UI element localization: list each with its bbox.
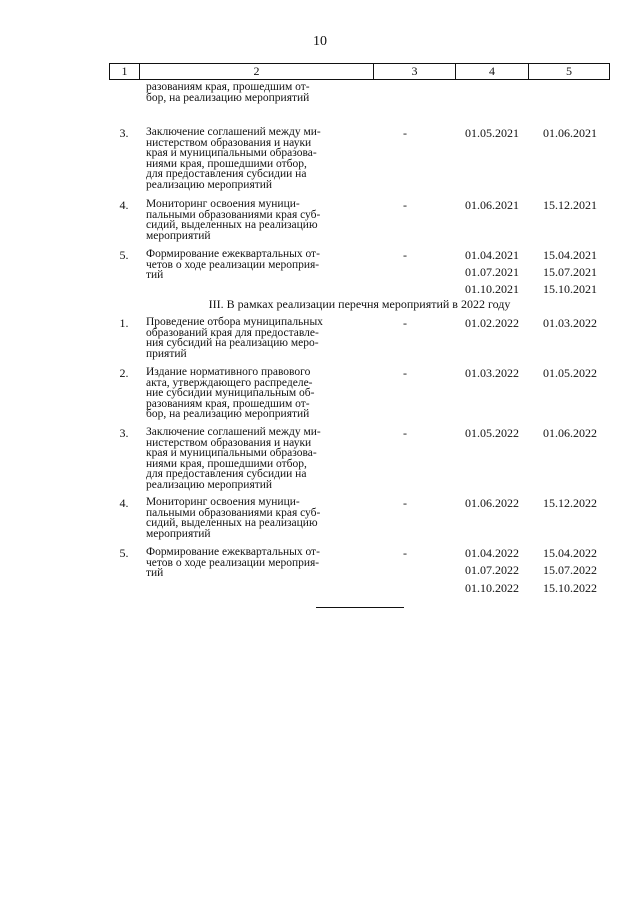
row-text: разованиям края, прошедшим от- бор, на реализацию мероприятий [146, 81, 310, 104]
row-end-date: 01.03.2022 [543, 316, 597, 330]
row-number: 3. [119, 426, 129, 440]
row-end-date: 01.06.2022 [543, 426, 597, 440]
row-col3: - [403, 496, 407, 510]
row-end-date: 15.12.2022 [543, 496, 597, 510]
row-number: 5. [119, 546, 129, 560]
row-number: 5. [119, 248, 129, 262]
row-start-date: 01.05.2021 [465, 126, 519, 140]
end-rule [316, 607, 404, 608]
table-header [109, 63, 610, 80]
row-number: 4. [119, 198, 129, 212]
row-number: 4. [119, 496, 129, 510]
header-col-2: 2 [140, 64, 374, 79]
row-text: Мониторинг освоения муници- пальными образованиями края суб- сидий, выделенных на реализацию мероприятий [146, 198, 321, 242]
row-text: Заключение соглашений между ми- нистерством образования и науки края и муниципальными образова- ниями края, прошедшими отбор, для предоставления субсидии на реализацию мероприятий [146, 426, 321, 491]
header-col-3: 3 [374, 64, 456, 79]
row-end-date: 15.12.2021 [543, 198, 597, 212]
row-end-date: 01.06.2021 [543, 126, 597, 140]
row-number: 1. [119, 316, 129, 330]
row-start-date: 01.07.2022 [465, 563, 519, 577]
row-start-date: 01.10.2022 [465, 581, 519, 595]
row-number: 3. [119, 126, 129, 140]
row-text: Заключение соглашений между ми- нистерством образования и науки края и муниципальными образова- ниями края, прошедшими отбор, для предоставления субсидии на реализацию мероприятий [146, 126, 321, 191]
header-col-1: 1 [110, 64, 140, 79]
header-col-4: 4 [456, 64, 529, 79]
row-end-date: 15.07.2022 [543, 563, 597, 577]
row-col3: - [403, 316, 407, 330]
row-end-date: 15.07.2021 [543, 265, 597, 279]
row-start-date: 01.05.2022 [465, 426, 519, 440]
row-col3: - [403, 198, 407, 212]
section-heading: III. В рамках реализации перечня мероприятий в 2022 году [208, 297, 511, 311]
row-col3: - [403, 126, 407, 140]
page-number: 10 [313, 34, 327, 49]
row-col3: - [403, 546, 407, 560]
row-start-date: 01.06.2022 [465, 496, 519, 510]
row-text: Формирование ежеквартальных от- четов о ходе реализации мероприя- тий [146, 546, 320, 580]
row-number: 2. [119, 366, 129, 380]
row-start-date: 01.04.2021 [465, 248, 519, 262]
row-text: Мониторинг освоения муници- пальными образованиями края суб- сидий, выделенных на реализацию мероприятий [146, 496, 321, 540]
row-end-date: 15.04.2021 [543, 248, 597, 262]
row-end-date: 15.10.2021 [543, 282, 597, 296]
row-start-date: 01.06.2021 [465, 198, 519, 212]
header-col-5: 5 [566, 64, 572, 78]
row-end-date: 01.05.2022 [543, 366, 597, 380]
row-start-date: 01.03.2022 [465, 366, 519, 380]
row-start-date: 01.04.2022 [465, 546, 519, 560]
row-start-date: 01.10.2021 [465, 282, 519, 296]
row-text: Издание нормативного правового акта, утверждающего распределе- ние субсидии муниципальным об- разованиям края, прошедшим от- бор, на реализацию мероприятий [146, 366, 315, 421]
row-col3: - [403, 426, 407, 440]
row-col3: - [403, 366, 407, 380]
row-text: Проведение отбора муниципальных образований края для предоставле- ния субсидий на реализацию меро- приятий [146, 316, 323, 360]
row-end-date: 15.04.2022 [543, 546, 597, 560]
row-col3: - [403, 248, 407, 262]
row-start-date: 01.02.2022 [465, 316, 519, 330]
row-start-date: 01.07.2021 [465, 265, 519, 279]
row-end-date: 15.10.2022 [543, 581, 597, 595]
row-text: Формирование ежеквартальных от- четов о ходе реализации мероприя- тий [146, 248, 320, 282]
